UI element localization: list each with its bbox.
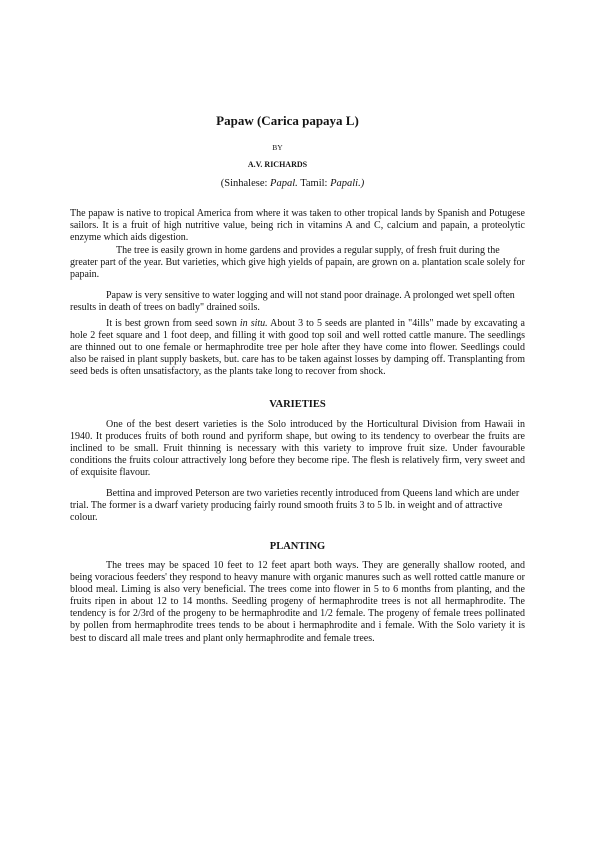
tamil-name: Papali.) — [330, 178, 365, 189]
water-logging-paragraph: Papaw is very sensitive to water logging and will not stand poor drainage. A prolonged wet spell often results in death of trees on badly" drained soils. — [70, 290, 515, 314]
author-name: A.V. RICHARDS — [247, 160, 308, 169]
seed-sowing-text-start: It is best grown from seed sown — [106, 318, 240, 329]
local-names-line — [0, 178, 585, 189]
solo-variety-paragraph: One of the best desert varieties is the Solo introduced by the Horticultural Division from Hawaii in 1940. It produces fruits of both round and pyriform shape, but owing to its tendency to overbear the fruits are inclined to be small. Fruit thinning is necessary with this variety to improve fruit size. Under favourable conditions the fruits colour attractively long before they become ripe. The flesh is relatively firm, very sweet and of exquisite flavour. — [70, 419, 525, 479]
seed-sowing-text-rest: About 3 to 5 seeds are planted in "4ills" made by excavating a hole 2 feet square and 1 foot deep, and filling it with good top soil and well rotted cattle manure. The seedlings are thinned out to one female or hermaphrodite tree per hole after they have come into flower. Seedlings could also be raised in plant supply baskets, but. care has to be taken against losses by damping off. Transplanting from seed beds is often unsatisfactory, as the plants take long to recover from shock. — [70, 318, 525, 378]
planting-heading: PLANTING — [269, 541, 326, 552]
byline: BY — [272, 143, 283, 152]
intro-paragraph: The papaw is native to tropical America from where it was taken to other tropical lands by Spanish and Potugese sailors. It is a fruit of high nutritive value, being rich in vitamins A and C, calcium and papain, a proteolytic enzyme which aids digestion. — [70, 208, 525, 244]
sinhalese-name: Papal. — [270, 178, 298, 189]
home-gardens-paragraph: The tree is easily grown in home gardens and provides a regular supply, of fresh fruit during the greater part of the year. But varieties, which give high yields of papain, are grown on a. plantation scale solely for papain. — [70, 245, 525, 281]
bettina-variety-paragraph: Bettina and improved Peterson are two varieties recently introduced from Queens land which are under trial. The former is a dwarf variety producing fairly round smooth fruits 3 to 5 lb. in weight and of attractive colour. — [70, 488, 520, 524]
document-title: Papaw (Carica papaya L) — [216, 113, 359, 128]
planting-paragraph: The trees may be spaced 10 feet to 12 feet apart both ways. They are generally shallow rooted, and being voracious feeders' they respond to heavy manure with organic manures such as well rotted cattle manure or blood meal. Liming is also very beneficial. The trees come into flower in 5 to 6 months from planting, and the fruits ripen in about 12 to 14 months. Seedling progeny of hermaphrodite trees is not all hermaphrodite. The tendency is for 2/3rd of the progeny to be hermaphrodite and 1/2 female. The progeny of female trees pollinated by pollen from hermaphrodite trees tends to be about i hermaphrodite and i female. With the Solo variety it is best to discard all male trees and plant only hermaphrodite and female trees. — [70, 560, 525, 644]
in-situ-term: in situ. — [239, 318, 268, 329]
varieties-heading: VARIETIES — [269, 399, 326, 410]
local-names-open: (Sinhalese: — [220, 178, 271, 189]
local-names-mid: Tamil: — [297, 178, 331, 189]
seed-sowing-paragraph — [70, 318, 525, 378]
